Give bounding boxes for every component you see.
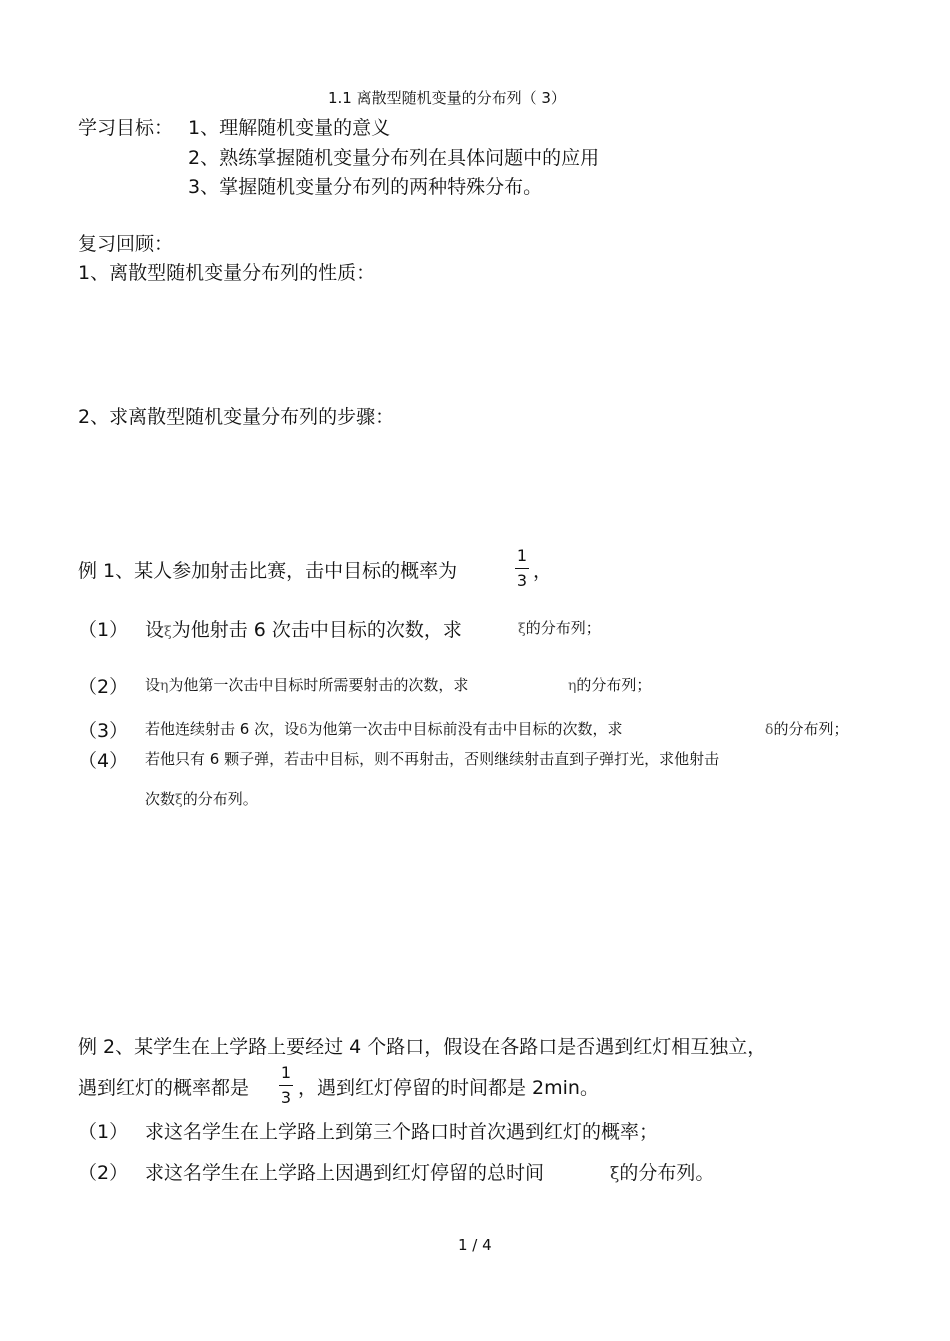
eta-symbol: η xyxy=(160,678,169,694)
example1-item-text xyxy=(145,615,462,642)
example1-item-number: （1） xyxy=(78,619,129,641)
objectives-label: 学习目标： xyxy=(78,117,174,139)
xi-symbol: ξ xyxy=(518,621,526,637)
fraction-numerator: 1 xyxy=(280,1063,292,1082)
example1-item-number: （4） xyxy=(78,750,129,772)
example1-item-number: （2） xyxy=(78,676,129,698)
example2-line1: 例 2、某学生在上学路上要经过 4 个路口，假设在各路口是否遇到红灯相互独立， xyxy=(78,1036,767,1058)
example1-fraction xyxy=(515,548,529,589)
page-title: 1.1 离散型随机变量的分布列（ 3） xyxy=(328,89,566,107)
objective-item: 1、理解随机变量的意义 xyxy=(188,117,391,139)
example1-item-text-end xyxy=(568,674,651,695)
eta-symbol: η xyxy=(568,678,577,694)
example2-fraction xyxy=(279,1065,293,1106)
delta-symbol: δ xyxy=(299,722,308,738)
example1-item-text xyxy=(145,718,623,739)
item-text-part: 的分布列。 xyxy=(619,1162,715,1184)
example2-item-text: 求这名学生在上学路上到第三个路口时首次遇到红灯的概率； xyxy=(145,1121,659,1143)
item-text-part: 为他第一次击中目标时所需要射击的次数，求 xyxy=(168,676,469,694)
item-text-part: 为他射击 6 次击中目标的次数，求 xyxy=(171,619,462,641)
example2-line2b: ，遇到红灯停留的时间都是 2min。 xyxy=(298,1077,599,1099)
item-text-part: 设 xyxy=(145,619,165,641)
fraction-denominator: 3 xyxy=(280,1088,292,1107)
fraction-denominator: 3 xyxy=(516,571,528,590)
example1-item-text-end xyxy=(518,617,601,638)
example2-item-number: （2） xyxy=(78,1162,129,1184)
xi-symbol: ξ xyxy=(610,1164,620,1184)
example1-intro-end: ， xyxy=(533,560,553,582)
page-number: 1 / 4 xyxy=(458,1236,492,1254)
delta-symbol: δ xyxy=(765,722,774,738)
item-text-part: 的分布列； xyxy=(525,619,601,637)
example2-item-number: （1） xyxy=(78,1121,129,1143)
review-question-1: 1、离散型随机变量分布列的性质： xyxy=(78,262,376,284)
item-text-part: 的分布列。 xyxy=(182,790,258,808)
example1-item-text-end xyxy=(765,718,848,739)
item-text-part: 为他第一次击中目标前没有击中目标的次数，求 xyxy=(307,720,623,738)
example1-item-text xyxy=(145,674,468,695)
example1-item-number: （3） xyxy=(78,720,129,742)
xi-symbol: ξ xyxy=(175,792,183,808)
item-text-part: 的分布列； xyxy=(773,720,849,738)
example2-item-text-end xyxy=(610,1158,714,1185)
xi-symbol: ξ xyxy=(164,624,172,640)
example2-item-text: 求这名学生在上学路上因遇到红灯停留的总时间 xyxy=(145,1162,545,1184)
item-text-part: 次数 xyxy=(145,790,176,808)
fraction-numerator: 1 xyxy=(516,546,528,565)
example1-item-text-continued xyxy=(145,788,258,809)
objective-item: 2、熟练掌握随机变量分布列在具体问题中的应用 xyxy=(188,147,600,169)
item-text-part: 的分布列； xyxy=(576,676,652,694)
item-text-part: 若他连续射击 6 次，设 xyxy=(145,720,300,738)
example1-intro: 例 1、某人参加射击比赛，击中目标的概率为 xyxy=(78,560,458,582)
review-heading: 复习回顾： xyxy=(78,233,174,255)
example2-line2a: 遇到红灯的概率都是 xyxy=(78,1077,250,1099)
review-question-2: 2、求离散型随机变量分布列的步骤： xyxy=(78,406,395,428)
item-text-part: 设 xyxy=(145,676,161,694)
example1-item-text: 若他只有 6 颗子弹，若击中目标，则不再射击，否则继续射击直到子弹打光，求他射击 xyxy=(145,750,720,768)
objective-item: 3、掌握随机变量分布列的两种特殊分布。 xyxy=(188,176,543,198)
